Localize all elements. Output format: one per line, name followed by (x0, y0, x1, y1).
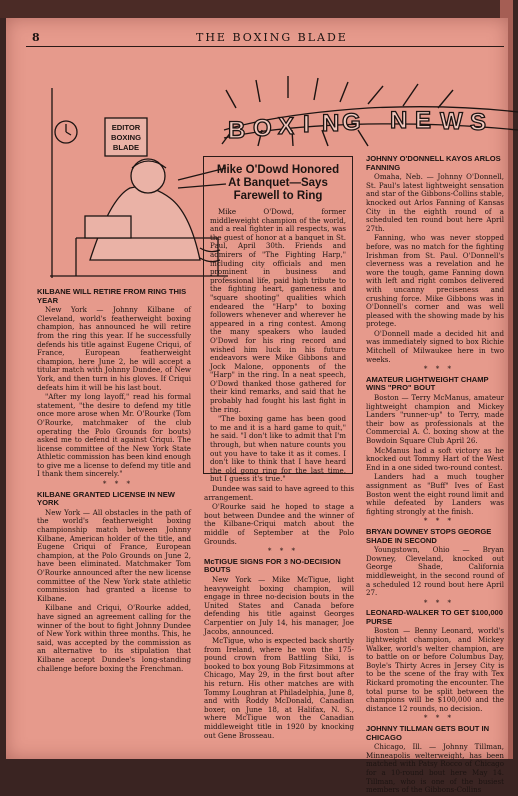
boxed-story (203, 156, 353, 484)
boxed-story-title: Mike O'Dowd Honored At Banquet—Says Farewell to Ring (216, 164, 340, 202)
section-separator: * * * (102, 479, 134, 489)
article-paragraph: Fanning, who was never stopped before, was no match for the fighting Irishman from St. Paul. O'Donnell's cleverness was a revelation and he wore the tough, game Fanning down with left and right combos delivered with uncanny preciseness and crushing force. Mike Gibbons was in O'Donnell's corner and was well pleased with the showing made by his protege. (366, 233, 504, 329)
article-headline: AMATEUR LIGHTWEIGHT CHAMP WINS "PRO" BOUT (366, 374, 489, 393)
article-paragraph: Chicago, Ill. — Johnny Tillman, Minneapolis welterweight, has been matched with Patsy Rocco of Chicago for a 10-round bout here May 14. Tillman, who is one of the busiest members of the Gibbons-Collins (366, 742, 504, 795)
section-separator: * * * (423, 516, 455, 526)
article-paragraph: New York — Mike McTigue, light heavyweight boxing champion, will engage in three no-decision bouts in the United States and Canada before defending his title against Georges Carpentier on July 14, his manager, Joe Jacobs, announced. (204, 574, 354, 636)
section-separator: * * * (423, 713, 455, 723)
publication-title: THE BOXING BLADE (196, 31, 348, 44)
column-left (37, 286, 191, 674)
boxing-news-banner (218, 68, 518, 148)
section-separator: * * * (423, 364, 455, 374)
article-paragraph: Boston — Benny Leonard, world's lightweight champion, and Mickey Walker, world's welter champion, are to battle on or before Columbus Day, Boyle's Thirty Acres in Jersey City is to be the scene of the fray with Tex Rickard promoting the encounter. The total purse to be split between the champions will be $100,000 and the distance 12 rounds, no decision. (366, 626, 504, 713)
banner-letter: S (470, 109, 487, 136)
banner-letter: W (440, 108, 463, 135)
banner-letter: X (278, 113, 295, 140)
section-separator: * * * (267, 546, 299, 556)
article-paragraph: McManus had a soft victory as he knocked out Tommy Hart of the West End in a one sided two-round contest. (366, 445, 504, 472)
article-headline: LEONARD-WALKER TO GET $100,000 PURSE (366, 608, 503, 626)
boxed-paragraph: "The boxing game has been good to me and it is a hard game to quit," he said. "I don't like to admit that I'm through, but when nature counts you out you have to take it as it comes. I don't like to think that I have heard the old gong ring for the last time, but I guess it's true." (210, 414, 346, 484)
article-paragraph: Landers had a much tougher assignment as "Buff" Ives of East Boston went the eight round limit and while defeated by Landers was fighting strongly at the finish. (366, 472, 504, 516)
article-paragraph: Boston — Terry McManus, amateur lightweight champion and Mickey Landers "runner-up" to Terry, made their bow as professionals at the Commercial A. C. boxing show at the Bowdoin Square Club April 26. (366, 393, 504, 445)
article-headline: McTIGUE SIGNS FOR 3 NO-DECISION BOUTS (204, 556, 341, 575)
article-headline: KILBANE GRANTED LICENSE IN NEW YORK (37, 489, 175, 508)
editor-cartoon (50, 88, 228, 278)
banner-letter: N (322, 110, 340, 137)
magazine-page (6, 18, 508, 795)
banner-letter: O (253, 115, 272, 142)
header-rule (26, 46, 504, 47)
sign-line-3: BLADE (112, 143, 140, 152)
article-paragraph: Kilbane and Criqui, O'Rourke added, have signed an agreement calling for the winner of the bout to fight Johnny Dundee of New York within three months. This, he said, was accepted by the commission as an alternative to its stipulation that Kilbane accept Dundee's long-standing challenge before boxing the Frenchman. (37, 603, 191, 673)
banner-letter: E (415, 107, 432, 134)
section-separator: * * * (423, 597, 455, 607)
boxed-story-body (210, 208, 346, 484)
banner-letter: I (303, 111, 310, 138)
article-paragraph: McTigue, who is expected back shortly from Ireland, where he won the 175-pound crown from Battling Siki, is booked to box young Bob Fitzsimmons at Chicago, May 29, in the first bout after his return. His other matches are with Tommy Loughran at Philadelphia, June 8, and with Roddy McDonald, Canadian boxer, on June 18, at Halifax, N. S., where McTigue won the Canadian middleweight title in 1920 by knocking out Gene Brosseau. (204, 636, 354, 740)
sign-line-2: BOXING (111, 133, 141, 142)
article-headline: JOHNNY O'DONNELL KAYOS ARLOS FANNING (366, 154, 501, 172)
article-paragraph: O'Donnell made a decided hit and was immediately signed to box Richie Mitchell of Milwaukee here in two weeks. (366, 328, 504, 364)
article-paragraph: Youngstown, Ohio — Bryan Downey, Cleveland, knocked out George Shade, California middleweight, in the second round of a scheduled 12 round bout here April 27. (366, 545, 504, 598)
banner-letter: G (342, 109, 361, 136)
article-paragraph: O'Rourke said he hoped to stage a bout between Dundee and the winner of the Kilbane-Criqui match about the middle of September at the Polo Grounds. (204, 502, 354, 546)
sign-line-1: EDITOR (111, 123, 141, 132)
article-paragraph: Dundee was said to have agreed to this arrangement. (204, 484, 354, 502)
banner-letter: B (228, 117, 246, 144)
banner-letter: N (390, 107, 408, 134)
article-paragraph: "After my long layoff," read his formal statement, "the desire to defend my title once more arose when Mr. O'Rourke (Tom O'Rourke, matchmaker of the club operating the Polo Grounds for bouts) asked me to defend it against Criqui. The license committee of the New York State Athletic commission has been kind enough to give me a license to defend my title and I thank them sincerely." (37, 392, 191, 479)
article-headline: JOHNNY TILLMAN GETS BOUT IN CHICAGO (366, 724, 490, 742)
article-paragraph: Omaha, Neb. — Johnny O'Donnell, St. Paul's latest lightweight sensation and star of the Gibbons-Collins stable, knocked out Arlos Fanning of Kansas City in the eighth round of a scheduled ten round bout here April 27th. (366, 172, 504, 233)
column-right (366, 153, 504, 796)
boxed-paragraph: Mike O'Dowd, former middleweight champion of the world, and a real fighter in all respects, was the guest of honor at a banquet in St. Paul, April 30th. Friends and admirers of "The Fighting Harp," including city officials and men prominent in business and professional life, paid high tribute to the fighting heart, gameness and "square shooting" qualities which endeared the "Harp" to boxing followers whenever and wherever he appeared in a ring contest. Among the many speakers who lauded O'Dowd for his ring record and wished him luck in his future endeavors were Mike Gibbons and Jock Malone, opponents of the "Harp" in the ring. In a neat speech, O'Dowd thanked those gathered for their kind remarks, and said that he probably had fought his last fight in the ring. (210, 207, 346, 414)
article-headline: KILBANE WILL RETIRE FROM RING THIS YEAR (37, 287, 187, 305)
article-headline: BRYAN DOWNEY STOPS GEORGE SHADE IN SECOND (366, 526, 492, 545)
page-number: 8 (32, 31, 41, 44)
article-paragraph: New York — Johnny Kilbane of Cleveland, world's featherweight boxing champion, has announced he will retire from the ring this year. If he successfully defends his title against Eugene Criqui, of France, European featherweight champion, here June 2, he will accept a titular match with Johnny Dundee, of New York, and then turn in his gloves. If Criqui defeats him it will be his last bout. (37, 305, 191, 392)
top-edge (0, 0, 513, 18)
column-middle (204, 485, 354, 741)
article-paragraph: New York — All obstacles in the path of the world's featherweight boxing championship match between Johnny Kilbane, American holder of the title, and Eugene Criqui of France, European champion, at the Polo Grounds on June 2, have been eliminated. Matchmaker Tom O'Rourke announced after the new license committee of the New York state athletic commission had granted a license to Kilbane. (37, 507, 191, 603)
